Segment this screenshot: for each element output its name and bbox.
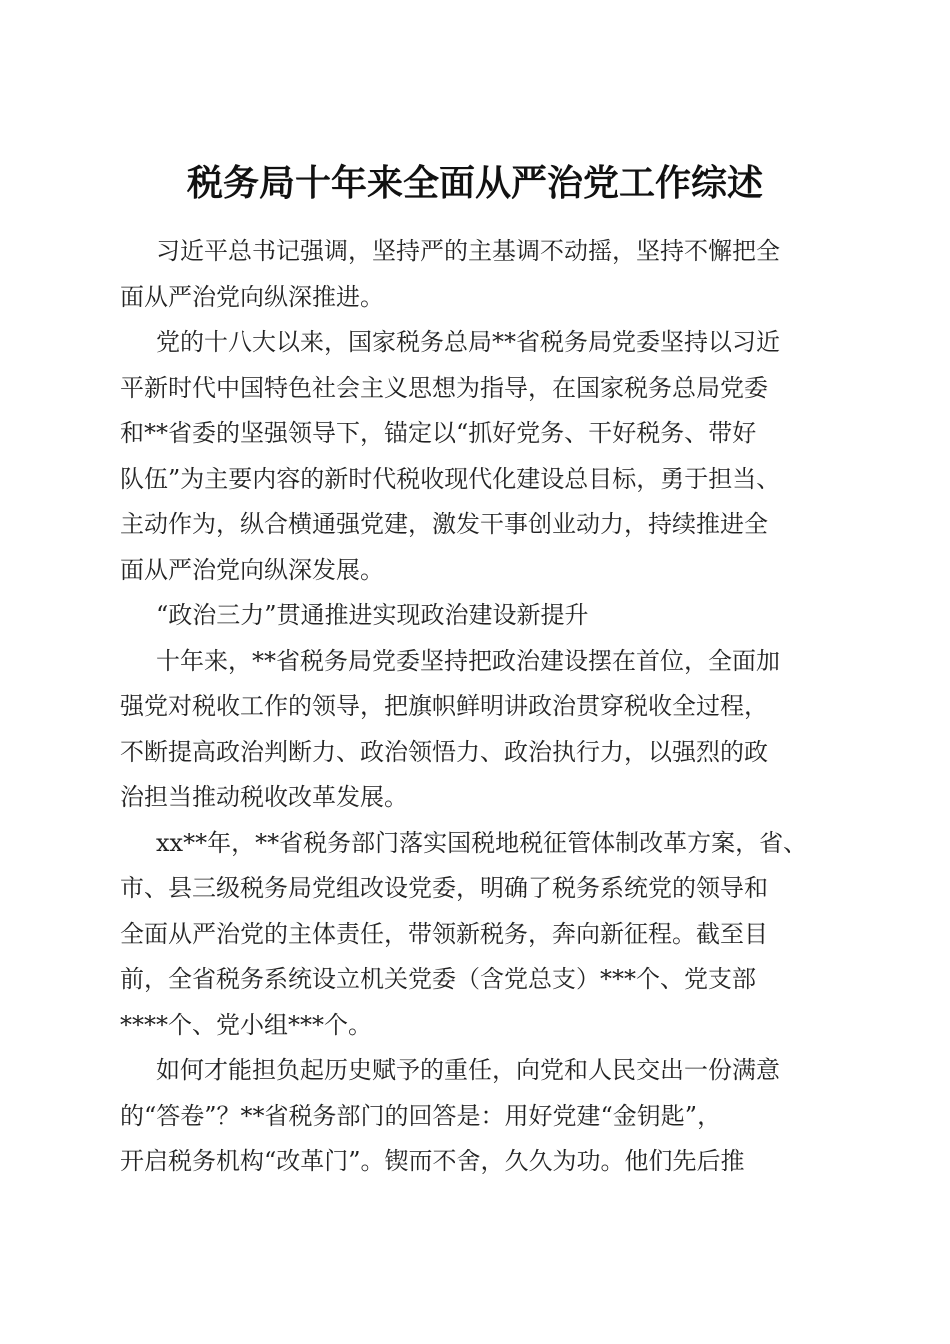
text-line: ****个、党小组***个。 [120, 1010, 372, 1039]
text-line: 不断提高政治判断力、政治领悟力、政治执行力，以强烈的政 [120, 737, 768, 766]
document-body [120, 229, 832, 1185]
paragraph-4 [120, 821, 832, 1049]
text-line: 开启税务机构“改革门”。锲而不舍，久久为功。他们先后推 [120, 1147, 745, 1175]
paragraph-3 [120, 639, 832, 821]
text-line: 平新时代中国特色社会主义思想为指导，在国家税务总局党委 [120, 373, 768, 402]
text-line: “政治三力”贯通推进实现政治建设新提升 [156, 601, 589, 629]
text-line: 市、县三级税务局党组改设党委，明确了税务系统党的领导和 [120, 874, 768, 902]
text-line: 如何才能担负起历史赋予的重任，向党和人民交出一份满意 [156, 1056, 780, 1084]
text-line: 面从严治党向纵深发展。 [120, 555, 384, 584]
paragraph-5 [120, 1048, 832, 1185]
text-line: 和**省委的坚强领导下，锚定以“抓好党务、干好税务、带好 [120, 419, 757, 447]
text-line: 十年来，**省税务局党委坚持把政治建设摆在首位，全面加 [156, 646, 780, 675]
text-line: 前，全省税务系统设立机关党委（含党总支）***个、党支部 [120, 965, 756, 993]
paragraph-2 [120, 320, 832, 593]
paragraph-1 [120, 229, 832, 320]
text-line: 主动作为，纵合横通强党建，激发干事创业动力，持续推进全 [120, 510, 768, 538]
text-line: 全面从严治党的主体责任，带领新税务，奔向新征程。截至目 [120, 919, 768, 948]
text-line: 队伍”为主要内容的新时代税收现代化建设总目标，勇于担当、 [120, 464, 781, 493]
section-heading [120, 593, 832, 639]
text-line: 面从严治党向纵深推进。 [120, 282, 384, 311]
text-line: 治担当推动税收改革发展。 [120, 783, 408, 811]
text-line: 习近平总书记强调，坚持严的主基调不动摇，坚持不懈把全 [156, 237, 780, 265]
text-line: 党的十八大以来，国家税务总局**省税务局党委坚持以习近 [156, 328, 780, 356]
text-line: 的“答卷”？**省税务部门的回答是：用好党建“金钥匙”， [120, 1101, 722, 1130]
text-line: 强党对税收工作的领导，把旗帜鲜明讲政治贯穿税收全过程， [120, 692, 768, 720]
text-line: xx**年，**省税务部门落实国税地税征管体制改革方案，省、 [156, 828, 808, 857]
document-title: 税务局十年来全面从严治党工作综述 [186, 163, 763, 205]
